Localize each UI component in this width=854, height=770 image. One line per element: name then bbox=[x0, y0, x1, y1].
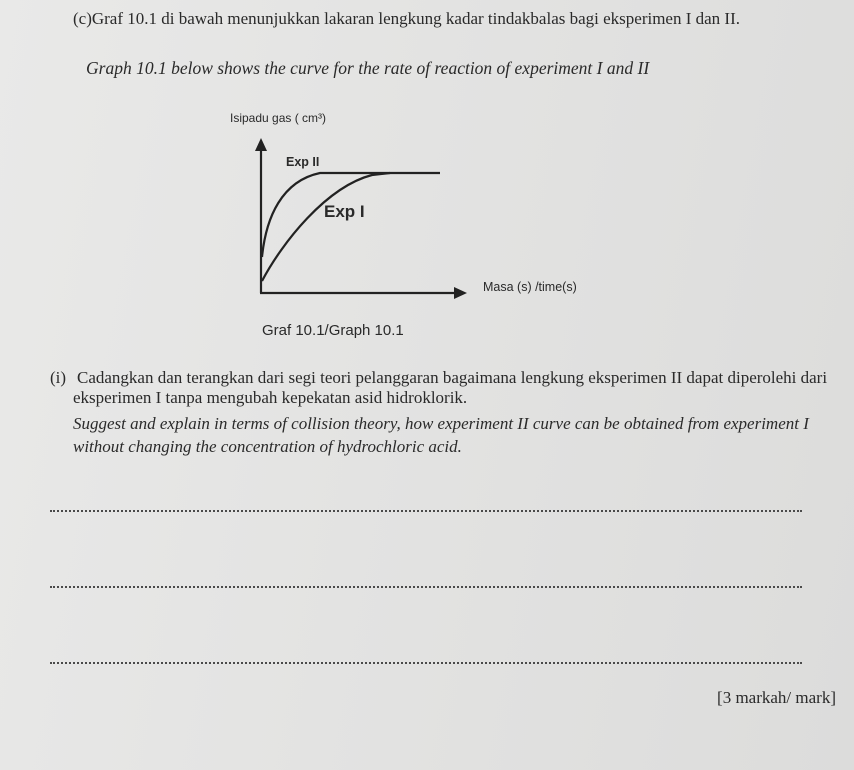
sketch-graph bbox=[200, 105, 620, 345]
curve-2-label: Exp II bbox=[286, 155, 320, 169]
subquestion-text-english: Suggest and explain in terms of collision theory, how experiment II curve can be obtained from experiment I without changing the concentration of hydrochloric acid. bbox=[73, 414, 809, 456]
subquestion-text-malay-content: Cadangkan dan terangkan dari segi teori pelanggaran bagaimana lengkung eksperimen II dapat diperolehi dari eksperimen I tanpa mengubah kepekatan asid hidroklorik. bbox=[73, 368, 828, 407]
graph-drawing bbox=[200, 105, 620, 345]
graph-caption: Graf 10.1/Graph 10.1 bbox=[262, 322, 404, 339]
question-title-english: Graph 10.1 below shows the curve for the rate of reaction of experiment I and II bbox=[86, 58, 650, 78]
question-title-malay: (c)Graf 10.1 di bawah menunjukkan lakaran lengkung kadar tindakbalas bagi eksperimen I dan II. bbox=[73, 9, 741, 28]
subquestion-text-malay bbox=[73, 368, 833, 408]
curve-1-label: Exp I bbox=[324, 202, 365, 221]
x-axis-label: Masa (s) /time(s) bbox=[483, 280, 577, 294]
subquestion-number: (i) bbox=[50, 368, 67, 387]
curve-exp-1 bbox=[262, 173, 390, 281]
x-axis-arrowhead bbox=[454, 287, 467, 299]
answer-line[interactable] bbox=[50, 662, 802, 664]
answer-line[interactable] bbox=[50, 510, 802, 512]
answer-line[interactable] bbox=[50, 586, 802, 588]
y-axis-arrowhead bbox=[255, 138, 267, 151]
marks-allocation: [3 markah/ mark] bbox=[717, 688, 836, 707]
y-axis-label: Isipadu gas ( cm³) bbox=[230, 111, 327, 125]
